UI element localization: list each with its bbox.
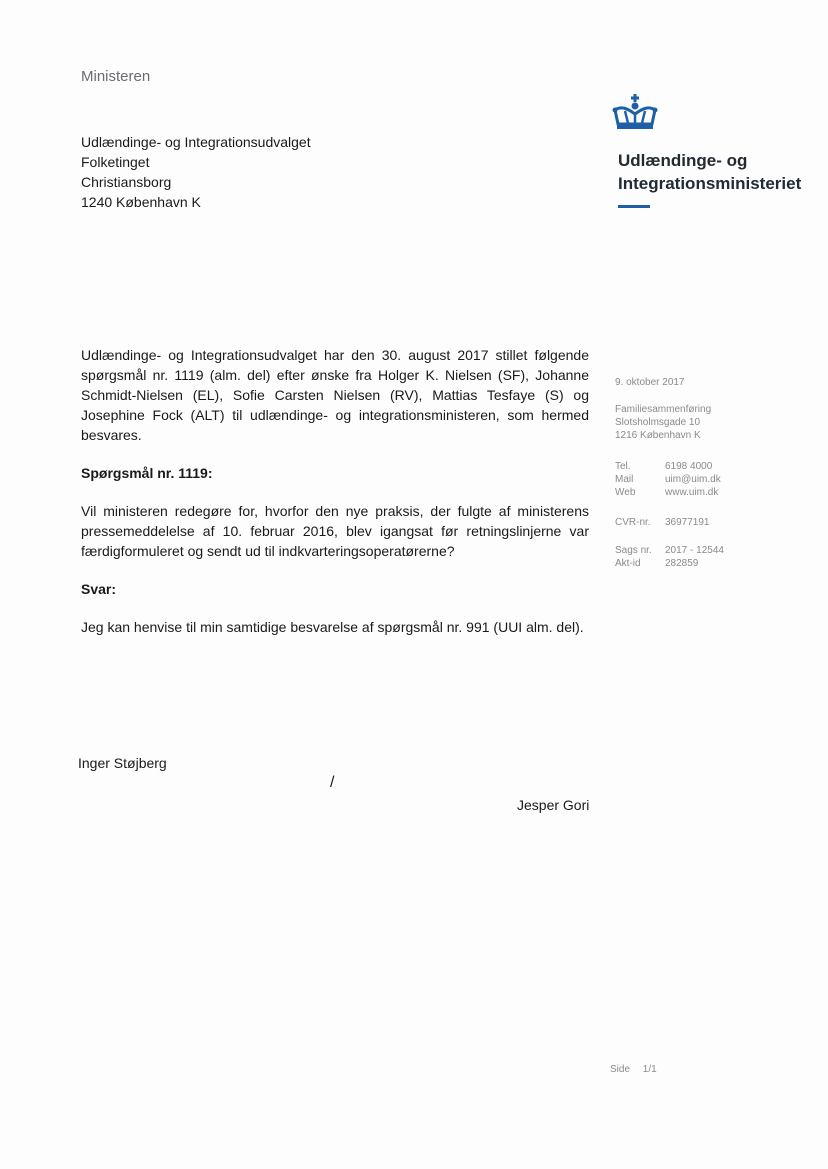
mail-label: Mail (615, 474, 634, 485)
sags-value: 2017 - 12544 (665, 545, 724, 556)
question-paragraph: Vil ministeren redegøre for, hvorfor den nye praksis, der fulgte af ministerens pressemeddelelse af 10. februar 2016, blev igangsat før retningslinjerne var færdigformuleret og sendt ud til indkvarteringsoperatørerne? (81, 503, 589, 559)
recipient-address (81, 132, 311, 212)
recipient-line: Udlændinge- og Integrationsudvalget (81, 134, 311, 150)
signature-separator: / (330, 774, 335, 791)
ministry-accent-rule (618, 205, 650, 208)
official-signature: Jesper Gori (517, 797, 590, 813)
sender-label: Ministeren (81, 68, 151, 85)
recipient-line: Christiansborg (81, 174, 172, 190)
crown-icon (611, 94, 659, 134)
answer-heading: Svar: (81, 581, 117, 597)
department: Familiesammenføring (615, 404, 712, 415)
recipient-line: Folketinget (81, 154, 150, 170)
ministry-name-line2: Integrationsministeriet (618, 174, 802, 193)
mail-value: uim@uim.dk (665, 474, 721, 485)
minister-signature: Inger Støjberg (78, 755, 167, 771)
page-side-label: Side (610, 1064, 631, 1075)
recipient-line: 1240 København K (81, 194, 201, 210)
question-heading: Spørgsmål nr. 1119: (81, 465, 213, 481)
akt-value: 282859 (665, 558, 699, 569)
tel-label: Tel. (615, 461, 631, 472)
tel-value: 6198 4000 (665, 461, 713, 472)
page-number-value: 1/1 (642, 1064, 657, 1075)
city: 1216 København K (615, 430, 701, 441)
office-address (615, 403, 711, 442)
akt-label: Akt-id (615, 558, 641, 569)
cvr-info (615, 516, 710, 529)
web-label: Web (615, 487, 636, 498)
intro-paragraph: Udlændinge- og Integrationsudvalget har den 30. august 2017 stillet følgende spørgsmål nr. 1119 (alm. del) efter ønske fra Holger K. Nielsen (SF), Johanne Schmidt-Nielsen (EL), Sofie Carsten Nielsen (RV), Mattias Tesfaye (S) og Josephine Fock (ALT) til udlændinge- og integrationsministeren, som hermed besvares. (81, 347, 589, 443)
cvr-value: 36977191 (665, 517, 710, 528)
page-number (610, 1064, 657, 1075)
ministry-name (618, 149, 801, 195)
web-value: www.uim.dk (665, 487, 719, 498)
ministry-name-line1: Udlændinge- og (618, 151, 748, 170)
contact-info (615, 460, 721, 499)
cvr-label: CVR-nr. (615, 517, 651, 528)
sags-label: Sags nr. (615, 545, 652, 556)
street: Slotsholmsgade 10 (615, 417, 701, 428)
letter-body (81, 345, 589, 655)
answer-paragraph: Jeg kan henvise til min samtidige besvarelse af spørgsmål nr. 991 (UUI alm. del). (81, 619, 584, 635)
case-info (615, 544, 724, 570)
letter-date: 9. oktober 2017 (615, 377, 685, 388)
